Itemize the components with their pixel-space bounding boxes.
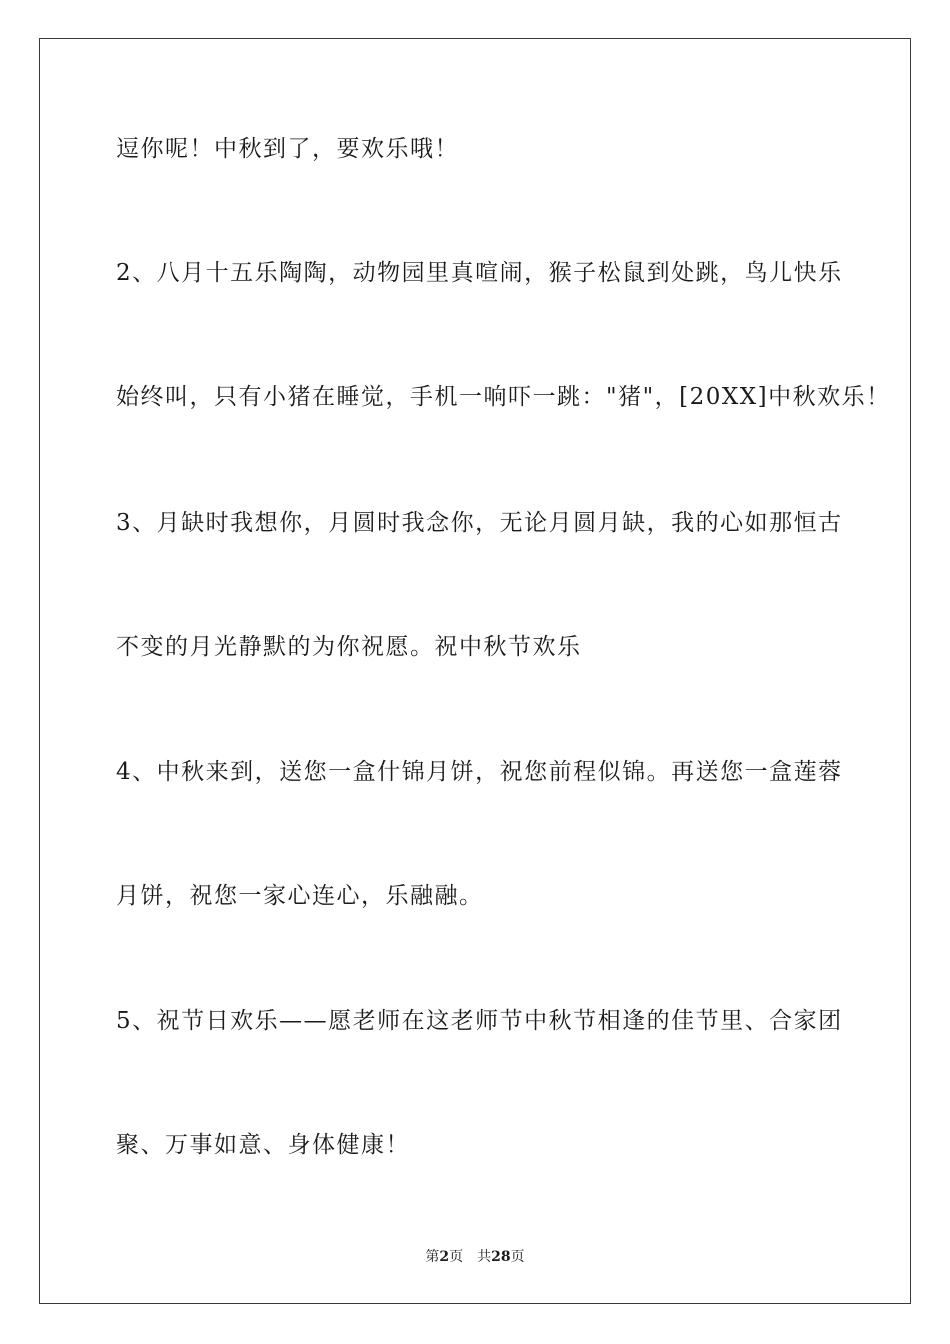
paragraph-line: 聚、万事如意、身体健康！	[116, 1132, 410, 1158]
paragraph-line: 2、八月十五乐陶陶，动物园里真喧闹，猴子松鼠到处跳，鸟儿快乐	[116, 260, 843, 286]
paragraph-line: 逗你呢！中秋到了，要欢乐哦！	[116, 136, 459, 162]
paragraph-line: 5、祝节日欢乐——愿老师在这老师节中秋节相逢的佳节里、合家团	[116, 1008, 843, 1034]
paragraph-line: 3、月缺时我想你，月圆时我念你，无论月圆月缺，我的心如那恒古	[116, 510, 843, 536]
total-page-count: 28	[491, 1249, 511, 1265]
paragraph-line: 月饼，祝您一家心连心，乐融融。	[116, 883, 484, 909]
paragraph-line: 始终叫，只有小猪在睡觉，手机一响吓一跳："猪"，[20XX]中秋欢乐！	[116, 384, 891, 410]
current-page-number: 2	[439, 1249, 450, 1265]
page-number-suffix: 页	[449, 1249, 464, 1265]
page-footer	[0, 1247, 950, 1267]
page-border	[39, 38, 911, 1304]
page-number-prefix: 第	[425, 1249, 440, 1265]
total-pages-suffix: 页	[510, 1249, 525, 1265]
total-pages-prefix: 共	[477, 1249, 492, 1265]
paragraph-line: 不变的月光静默的为你祝愿。祝中秋节欢乐	[116, 634, 582, 660]
paragraph-line: 4、中秋来到，送您一盒什锦月饼，祝您前程似锦。再送您一盒莲蓉	[116, 759, 843, 785]
